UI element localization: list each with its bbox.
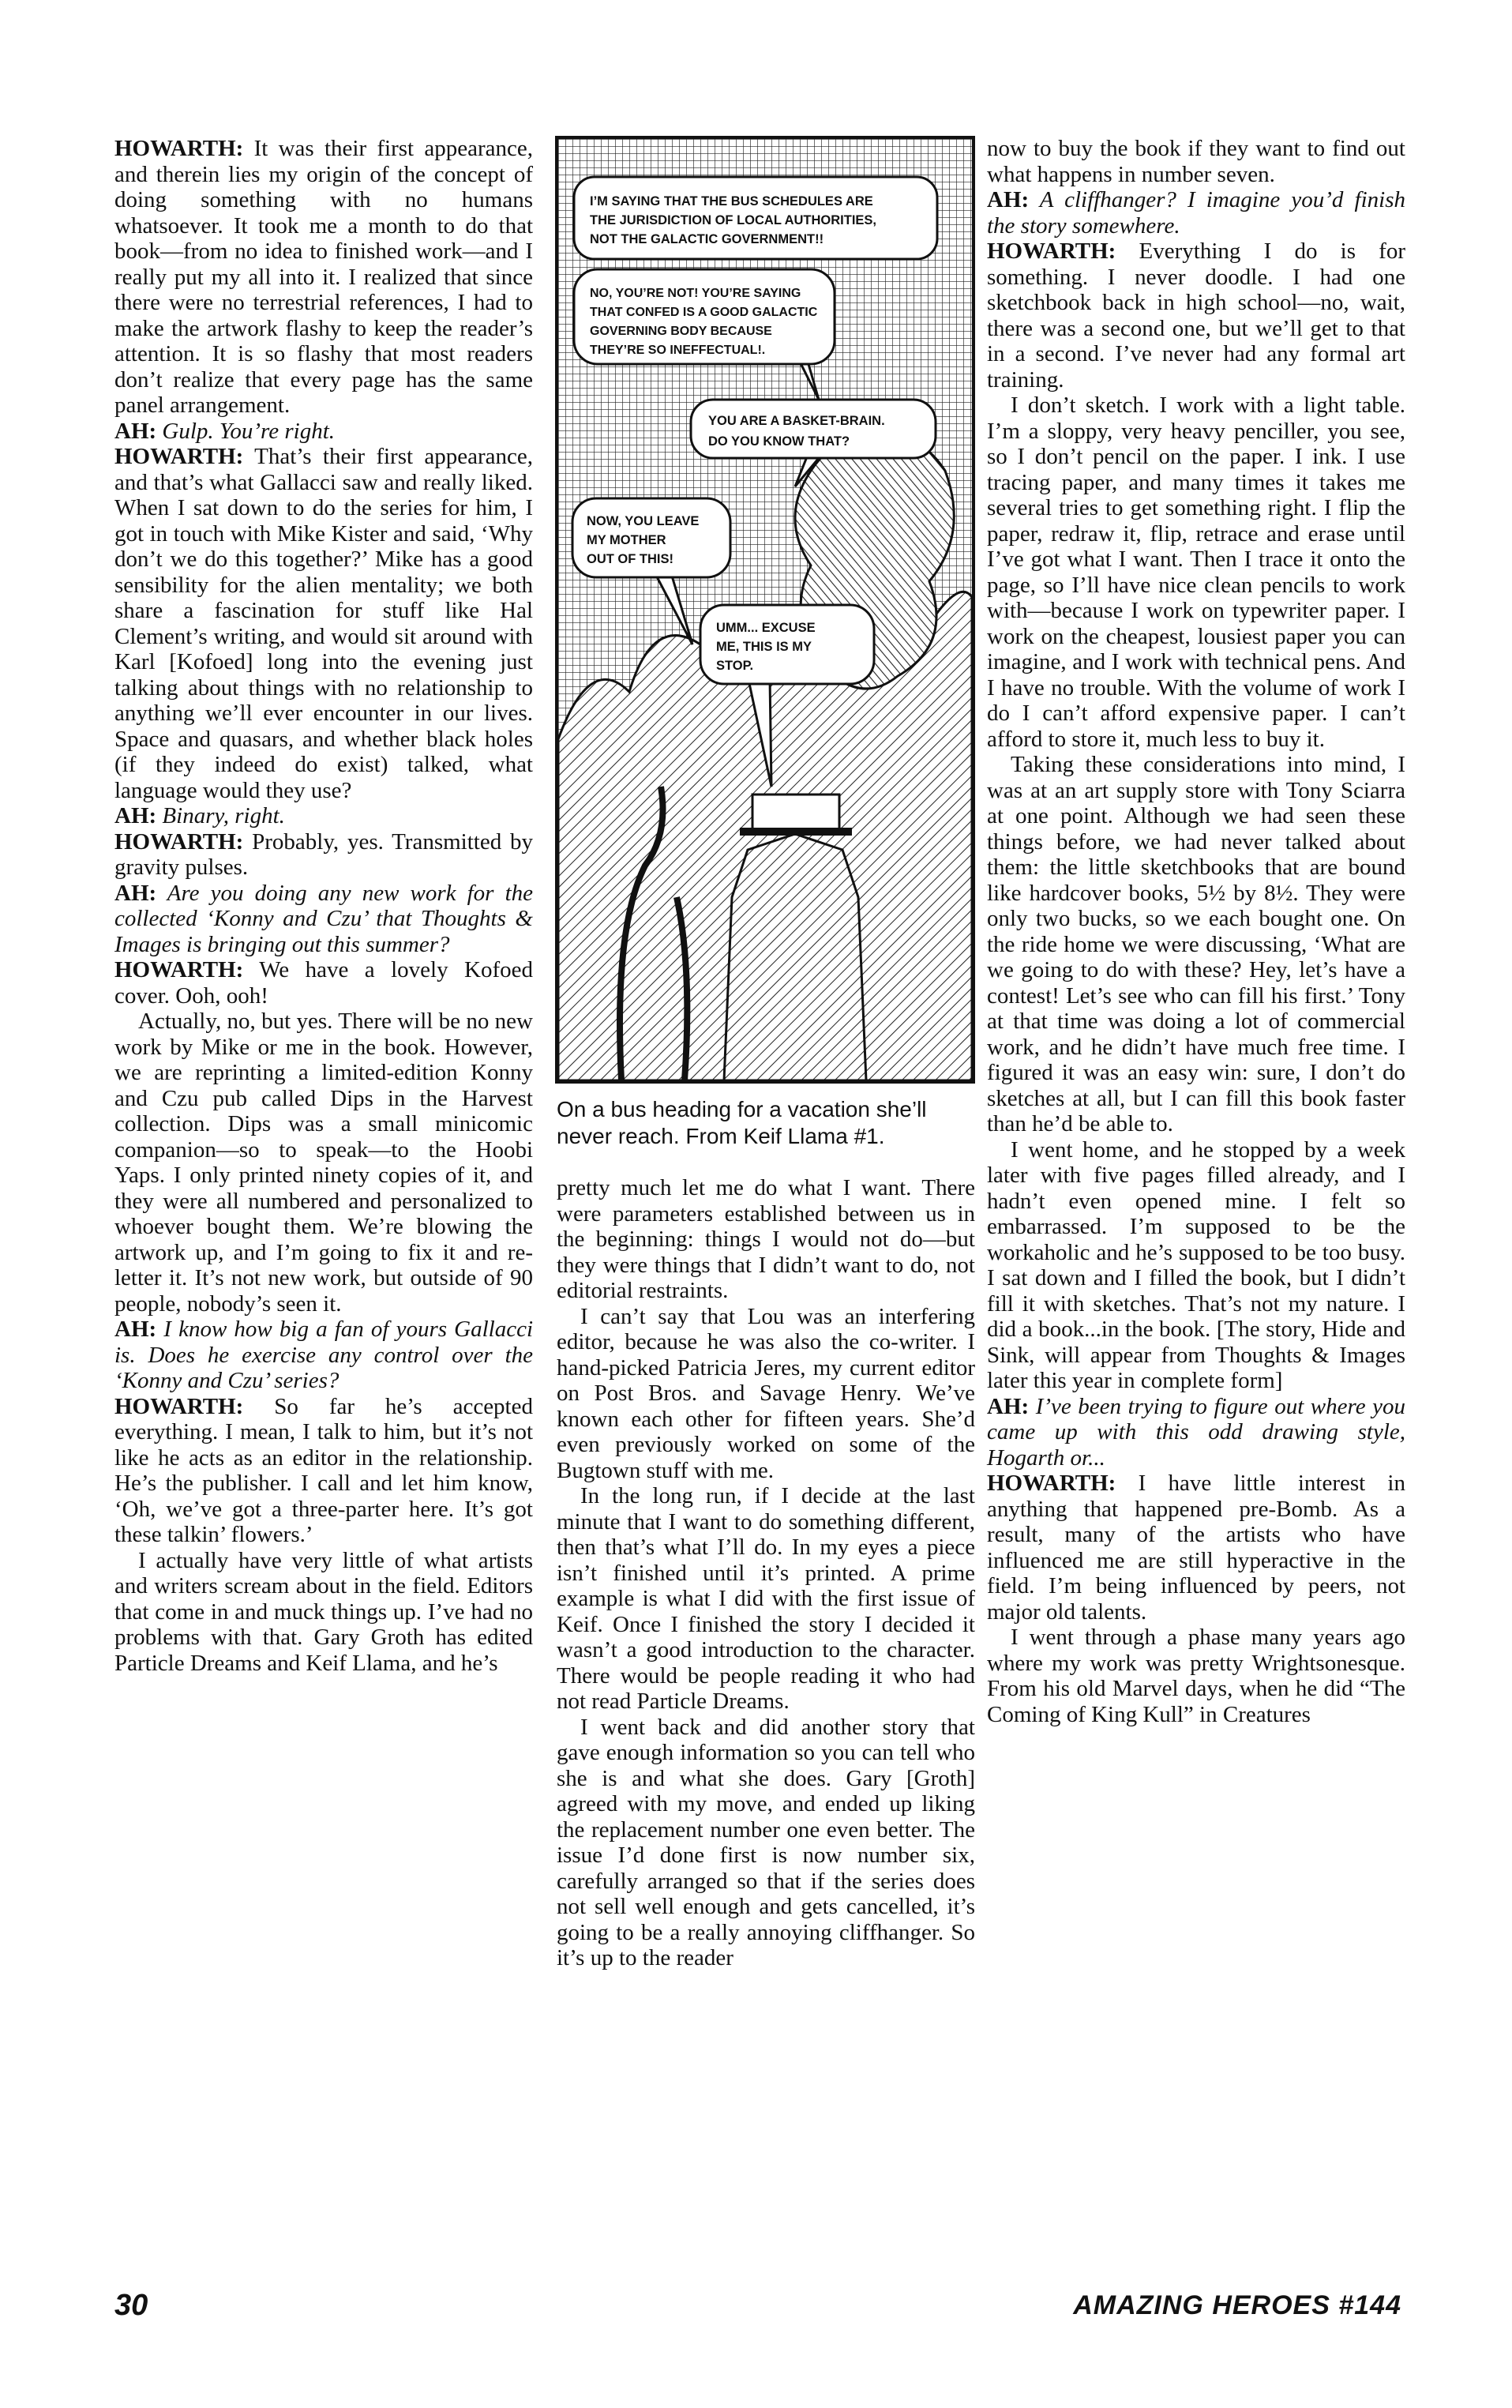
magazine-issue-label: AMAZING HEROES #144: [1073, 2290, 1401, 2320]
paragraph: [114, 1548, 533, 1677]
main-character: [724, 834, 866, 1080]
paragraph-text: A cliffhanger? I imagine you’d finish the story somewhere.: [987, 187, 1405, 239]
paragraph-text: I don’t sketch. I work with a light table. I’m a sloppy, very heavy penciller, you see, so I don’t pencil on the paper. I ink. I use tracing paper, and many times it takes me several tries to get something right. I flip the paper, redraw it, flip, retrace and erase until I’ve got what I want. Then I trace it onto the page, so I’ll have nice clean pencils to work with—because I work on typewriter paper. I work on the cheapest, lousiest paper you can imagine, and I work with technical pens. And I have no trouble. With the volume of work I do I can’t afford expensive paper. I can’t afford to store it, much less to buy it.: [987, 393, 1405, 752]
paragraph-text: I know how big a fan of yours Gallacci is. Does he exercise any control over the ‘Konny and Czu’ series?: [114, 1317, 533, 1393]
paragraph-text: In the long run, if I decide at the last minute that I want to do something different, then that’s what I’ll do. In my eyes a piece isn’t finished until it’s printed. A prime example is what I did with the first issue of Keif. Once I finished the story I decided it wasn’t a good introduction to the character. There would be people reading it who had not read Particle Dreams.: [557, 1483, 975, 1714]
speaker-label: AH:: [987, 1393, 1030, 1419]
paragraph-text: It was their first appearance, and therein lies my origin of the concept of doing something with no humans whatsoever. It took me a month to do that book—from no idea to finished work—and I really put my all into it. I realized that since there were no terrestrial references, I had to make the artwork flashy to keep the reader’s attention. It is so flashy that most readers don’t realize that every page has the same panel arrangement.: [114, 136, 533, 418]
speaker-label: HOWARTH:: [987, 239, 1116, 264]
paragraph: [114, 1009, 533, 1317]
paragraph-text: I have little interest in anything that happened pre-Bomb. As a result, many of the artists who have influenced me are still hyperactive in the field. I’m being influenced by peers, not major old talents.: [987, 1471, 1405, 1625]
paragraph: [114, 444, 533, 803]
speaker-label: HOWARTH:: [114, 136, 244, 161]
speaker-label: HOWARTH:: [114, 828, 244, 855]
paragraph-text: So far he’s accepted everything. I mean, I talk to him, but it’s not like he acts as an editor in the relationship. He’s the publisher. I call and let him know, ‘Oh, we’ve got a three-parter here. It’s got these talkin’ flowers.’: [114, 1393, 533, 1547]
paragraph: [987, 239, 1405, 393]
comic-panel-image: [555, 136, 975, 1084]
speaker-label: HOWARTH:: [114, 444, 244, 469]
balloon-1-line-3: NOT THE GALACTIC GOVERNMENT!!: [590, 232, 824, 246]
paragraph: [987, 752, 1405, 1137]
balloon-4-line-1: NOW, YOU LEAVE: [587, 514, 700, 528]
paragraph-text: I went through a phase many years ago where my work was pretty Wrightsonesque. From his old Marvel days, when he did “The Coming of King Kull” in Creatures: [987, 1625, 1405, 1727]
panel-caption: On a bus heading for a vacation she’ll never reach. From Keif Llama #1.: [557, 1097, 927, 1148]
page-number: 30: [114, 2289, 148, 2322]
paragraph: [987, 136, 1405, 187]
paragraph-text: I went home, and he stopped by a week later with five pages filled already, and I hadn’t even opened mine. I felt so embarrassed. I’m supposed to be the workaholic and he’s supposed to be too busy. I sat down and I filled the book, but I didn’t fill it with sketches. That’s not my nature. I did a book...in the book. [The story, Hide and Sink, will appear from Thoughts & Images later this year in complete form]: [987, 1136, 1405, 1393]
paragraph-text: That’s their first appearance, and that’s what Gallacci saw and really liked. When I sat down to do the series for him, I got in touch with Mike Kister and said, ‘Why don’t we do this together?’ Mike has a good sensibility for the alien mentality; we both share a fascination for stuff like Hal Clement’s writing, and would sit around with Karl [Kofoed] long into the evening just talking about things with no relationship to anything we’ll ever encounter in our lives. Space and quasars, and whether black holes (if they indeed do exist) talked, what language would they use?: [114, 444, 533, 803]
paragraph: [114, 829, 533, 881]
speaker-label: AH:: [114, 418, 157, 444]
paragraph: [557, 1175, 975, 1304]
paragraph: [557, 1715, 975, 1971]
paragraph: [114, 136, 533, 419]
paragraph: [114, 1317, 533, 1394]
speaker-label: AH:: [114, 880, 157, 906]
comic-panel-art: [558, 139, 972, 1080]
paragraph: [987, 1137, 1405, 1394]
speaker-label: HOWARTH:: [114, 957, 244, 982]
balloon-3-line-1: YOU ARE A BASKET-BRAIN.: [708, 414, 885, 428]
paragraph-text: I went back and did another story that gave enough information so you can tell who she is and what she does. Gary [Groth] agreed with my move, and ended up liking the replacement number one even better. The issue I’d done first is now number six, carefully arranged so that if the series does not sell well enough and gets cancelled, it’s going to be a really annoying cliffhanger. So it’s up to the reader: [557, 1714, 975, 1970]
article-column-2: [557, 1175, 975, 1971]
paragraph-text: Everything I do is for something. I never doodle. I had one sketchbook back in high school—no, wait, there was a second one, but we’ll get to that in a second. I’ve never had any formal art training.: [987, 239, 1405, 393]
speech-balloon-1: [574, 177, 937, 259]
paragraph-text: Taking these considerations into mind, I was at an art supply store with Tony Sciarra at one point. Although we had seen these things before, we had never talked about them: the little sketchbooks that are bound like hardcover books, 5½ by 8½. They were only two bucks, so we each bought one. On the ride home we were discussing, ‘What are we going to do with these? Hey, let’s have a contest! Let’s see who can fill his first.’ Tony at that time was doing a lot of commercial work, and he didn’t have much free time. I figured it was an easy win: sure, I don’t do sketches at all, but I can fill this book faster than he’d be able to.: [987, 752, 1405, 1136]
balloon-2-line-2: THAT CONFED IS A GOOD GALACTIC: [590, 306, 818, 319]
paragraph: [114, 803, 533, 829]
balloon-4-line-2: MY MOTHER: [587, 533, 666, 547]
balloon-2-line-4: THEY’RE SO INEFFECTUAL!.: [590, 344, 766, 357]
paragraph: [987, 393, 1405, 752]
balloon-5-line-3: STOP.: [716, 659, 754, 673]
paragraph: [114, 957, 533, 1009]
speaker-label: AH:: [987, 187, 1030, 212]
paragraph-text: Probably, yes. Transmitted by gravity pulses.: [114, 828, 533, 880]
paragraph-text: pretty much let me do what I want. There were parameters established between us in the beginning: things I would not do—but they were things that I didn’t want to do, not editorial restraints.: [557, 1175, 975, 1303]
paragraph: [114, 419, 533, 445]
balloon-5-line-1: UMM... EXCUSE: [716, 621, 816, 635]
paragraph: [114, 881, 533, 958]
speaker-label: HOWARTH:: [114, 1393, 244, 1419]
paragraph-text: I actually have very little of what artists and writers scream about in the field. Editors that come in and muck things up. I’ve had no problems with that. Gary Groth has edited Particle Dreams and Keif Llama, and he’s: [114, 1547, 533, 1676]
article-column-1: [114, 136, 533, 1676]
paragraph-text: We have a lovely Kofoed cover. Ooh, ooh!: [114, 957, 533, 1009]
paragraph: [987, 1625, 1405, 1727]
balloon-3-line-2: DO YOU KNOW THAT?: [708, 434, 850, 449]
speaker-label: AH:: [114, 1317, 157, 1342]
paragraph: [557, 1483, 975, 1715]
balloon-2-line-3: GOVERNING BODY BECAUSE: [590, 325, 772, 338]
paragraph: [987, 1394, 1405, 1471]
balloon-5-line-2: ME, THIS IS MY: [716, 640, 812, 654]
speaker-label: AH:: [114, 803, 157, 828]
paragraph: [987, 187, 1405, 239]
paragraph-text: now to buy the book if they want to find out what happens in number seven.: [987, 136, 1405, 187]
paragraph-text: Binary, right.: [156, 803, 285, 828]
balloon-1-line-1: I’M SAYING THAT THE BUS SCHEDULES ARE: [590, 194, 873, 208]
balloon-1-line-2: THE JURISDICTION OF LOCAL AUTHORITIES,: [590, 213, 877, 227]
speaker-label: HOWARTH:: [987, 1471, 1116, 1496]
paragraph: [557, 1304, 975, 1484]
paragraph: [114, 1394, 533, 1548]
paragraph-text: I’ve been trying to figure out where you came up with this odd drawing style, Hogarth or...: [987, 1393, 1405, 1471]
article-column-3: [987, 136, 1405, 1727]
balloon-4-line-3: OUT OF THIS!: [587, 552, 673, 566]
paragraph-text: Are you doing any new work for the collected ‘Konny and Czu’ that Thoughts & Images is bringing out this summer?: [114, 880, 533, 957]
paragraph: [987, 1471, 1405, 1625]
paragraph-text: Gulp. You’re right.: [156, 418, 336, 444]
paragraph-text: Actually, no, but yes. There will be no new work by Mike or me in the book. However, we are reprinting a limited-edition Konny and Czu pub called Dips in the Harvest collection. Dips was a small minicomic companion—so to speak—to the Hoobi Yaps. I only printed ninety copies of it, and they were all numbered and personalized to whoever bought them. We’re blowing the artwork up, and I’m going to fix it and re-letter it. It’s not new work, but outside of 90 people, nobody’s seen it.: [114, 1009, 533, 1317]
balloon-2-line-1: NO, YOU’RE NOT! YOU’RE SAYING: [590, 287, 801, 300]
paragraph-text: I can’t say that Lou was an interfering editor, because he was also the co-writer. I hand-picked Patricia Jeres, my current editor on Post Bros. and Savage Henry. We’ve known each other for fifteen years. She’d even previously worked on some of the Bugtown stuff with me.: [557, 1303, 975, 1483]
